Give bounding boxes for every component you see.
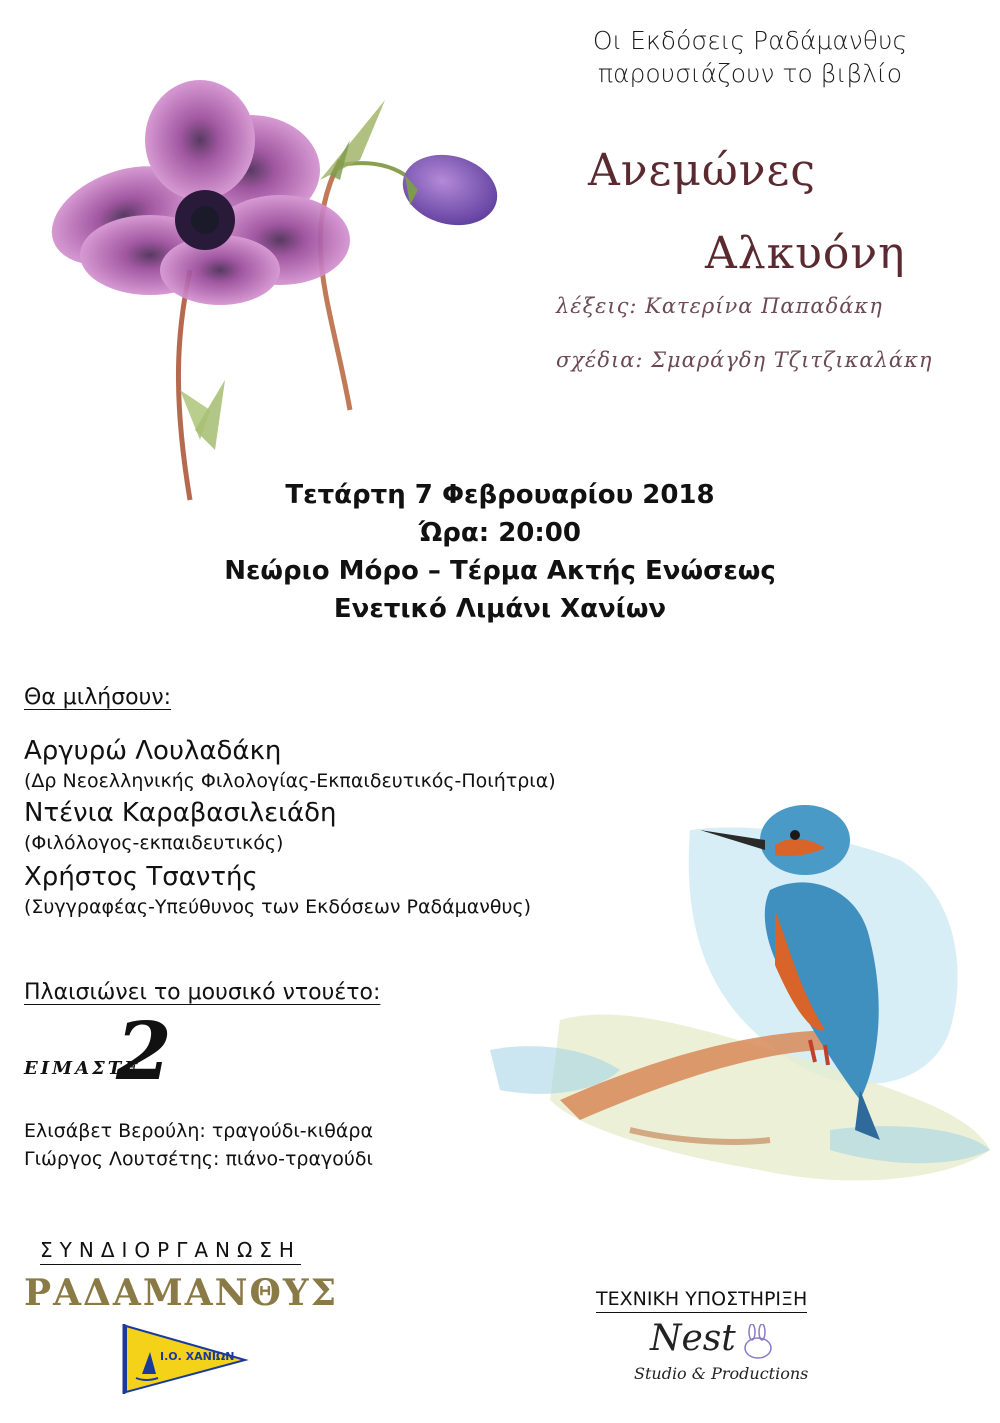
publisher-intro <box>540 24 960 90</box>
nest-logo-text: Nest <box>650 1318 736 1359</box>
event-details <box>0 476 1000 628</box>
musician-1: Ελισάβετ Βερούλη: τραγούδι-κιθάρα <box>24 1120 373 1142</box>
intro-line-2: παρουσιάζουν το βιβλίο <box>597 59 903 88</box>
intro-line-1: Οι Εκδόσεις Ραδάμανθυς <box>592 26 908 55</box>
drawings-credit: σχέδια: Σμαράγδη Τζιτζικαλάκη <box>556 348 933 372</box>
book-title-line-1: Ανεμώνες <box>588 145 816 196</box>
speaker-1-name: Αργυρώ Λουλαδάκη <box>24 736 282 766</box>
event-time: Ώρα: 20:00 <box>419 518 581 548</box>
event-date: Τετάρτη 7 Φεβρουαρίου 2018 <box>285 480 715 510</box>
speaker-3-name: Χρήστος Τσαντής <box>24 862 258 892</box>
band-logo-number: 2 <box>116 1004 172 1098</box>
kingfisher-illustration <box>430 800 1000 1220</box>
club-logo <box>120 1322 260 1396</box>
band-logo <box>24 1004 224 1098</box>
club-logo-text: Ι.Ο. ΧΑΝΙΩΝ <box>160 1350 235 1363</box>
event-place: Ενετικό Λιμάνι Χανίων <box>333 594 667 624</box>
musician-2: Γιώργος Λουτσέτης: πιάνο-τραγούδι <box>24 1148 373 1170</box>
book-title-line-2: Αλκυόνη <box>705 228 906 279</box>
nest-logo <box>630 1318 810 1398</box>
anemone-illustration <box>40 80 520 520</box>
speaker-1-role: (Δρ Νεοελληνικής Φιλολογίας-Εκπαιδευτικός-Ποιήτρια) <box>24 770 556 792</box>
event-venue: Νεώριο Μόρο – Τέρμα Ακτής Ενώσεως <box>224 556 776 586</box>
speaker-3-role: (Συγγραφέας-Υπεύθυνος των Εκδόσεων Ραδάμανθυς) <box>24 896 532 918</box>
nest-logo-subtitle: Studio & Productions <box>634 1364 809 1383</box>
speaker-2-role: (Φιλόλογος-εκπαιδευτικός) <box>24 832 284 854</box>
music-heading: Πλαισιώνει το μουσικό ντουέτο: <box>24 980 381 1005</box>
rabbit-icon <box>738 1324 778 1360</box>
band-logo-word: ΕΙΜΑΣΤΕ <box>24 1058 141 1079</box>
speaker-2-name: Ντένια Καραβασιλειάδη <box>24 798 337 828</box>
tech-support-heading: ΤΕΧΝΙΚΗ ΥΠΟΣΤΗΡΙΞΗ <box>596 1288 807 1313</box>
radamanthys-logo: ΡΑΔΑΜΑΝΘΥΣ <box>24 1272 339 1314</box>
coorganization-heading: ΣΥΝΔΙΟΡΓΑΝΩΣΗ <box>40 1238 301 1265</box>
words-credit: λέξεις: Κατερίνα Παπαδάκη <box>556 294 883 318</box>
speakers-heading: Θα μιλήσουν: <box>24 685 172 710</box>
